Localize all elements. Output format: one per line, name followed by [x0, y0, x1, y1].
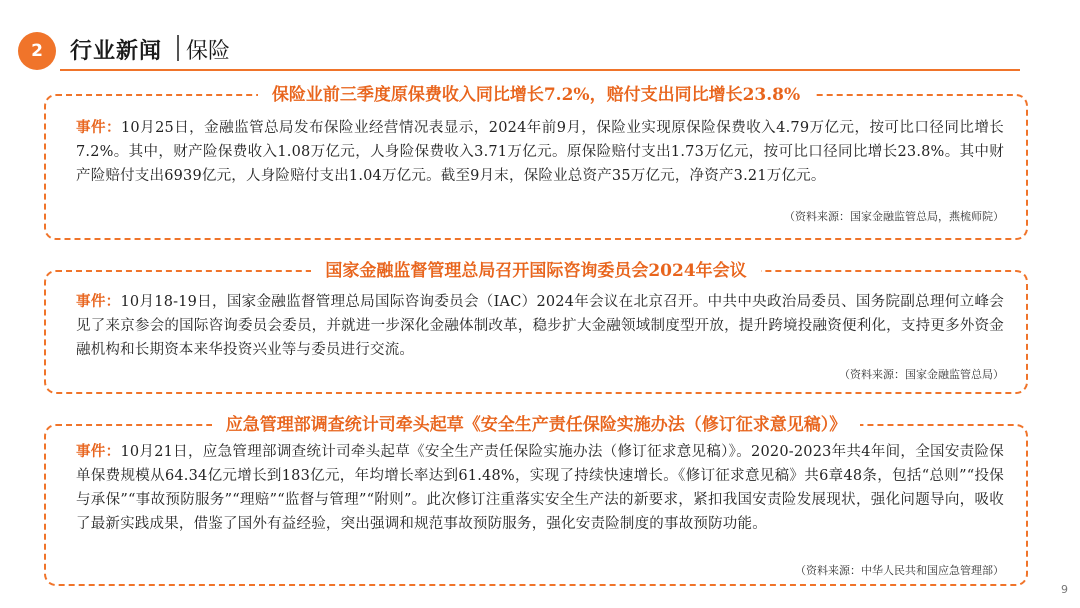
news-title-text: 保险业前三季度原保费收入同比增长7.2%，赔付支出同比增长23.8% — [258, 82, 814, 108]
news-card-2 — [44, 261, 1028, 394]
title-divider — [177, 35, 179, 61]
slide-header — [0, 0, 1080, 78]
section-number-badge: 2 — [18, 32, 56, 70]
news-body-text: 10月18-19日，国家金融监督管理总局国际咨询委员会（IAC）2024年会议在北京召开。中共中央政治局委员、国务院副总理何立峰会见了来京参会的国际咨询委员会委员，并就进一步深化金融体制改革，稳步扩大金融领域制度型开放，提升跨境投融资便利化，支持更多外资金融机构和长期资本来华投资兴业等与委员进行交流。 — [76, 294, 1004, 358]
event-label: 事件： — [76, 293, 121, 310]
event-label: 事件： — [76, 119, 121, 136]
news-body-text: 10月21日，应急管理部调查统计司牵头起草《安全生产责任保险实施办法（修订征求意见稿）》。2020-2023年共4年间，全国安责险保单保费规模从64.34亿元增长到183亿元，年均增长率达到61.48%，实现了持续快速增长。《修订征求意见稿》共6章48条，包括“总则”“投保与承保”“事故预防服务”“理赔”“监督与管理”“附则”。此次修订注重落实安全生产法的新要求，紧扣我国安责险发展现状，强化问题导向，吸收了最新实践成果，借鉴了国外有益经验，突出强调和规范事故预防服务，强化安责险制度的事故预防功能。 — [76, 444, 1004, 532]
page-title: 行业新闻 — [70, 38, 163, 64]
news-card-3 — [44, 415, 1028, 586]
news-card-body — [76, 116, 1004, 188]
news-title-text: 国家金融监督管理总局召开国际咨询委员会2024年会议 — [311, 258, 760, 284]
page-subtitle: 保险 — [186, 39, 231, 64]
page-number: 9 — [1061, 583, 1068, 596]
news-card-1 — [44, 85, 1028, 240]
news-title-text: 应急管理部调查统计司牵头起草《安全生产责任保险实施办法（修订征求意见稿）》 — [212, 412, 861, 438]
news-card-title — [46, 82, 1026, 108]
news-card-title — [46, 258, 1026, 284]
news-source: （资料来源：国家金融监管总局） — [839, 368, 1004, 381]
news-card-body — [76, 290, 1004, 362]
news-body-text: 10月25日，金融监管总局发布保险业经营情况表显示，2024年前9月，保险业实现原保险保费收入4.79万亿元，按可比口径同比增长7.2%。其中，财产险保费收入1.08万亿元，人身险保费收入3.71万亿元。原保险赔付支出1.73万亿元，按可比口径同比增长23.8%。其中财产险赔付支出6939亿元，人身险赔付支出1.04万亿元。截至9月末，保险业总资产35万亿元，净资产3.21万亿元。 — [76, 120, 1005, 184]
news-source: （资料来源：中华人民共和国应急管理部） — [795, 564, 1004, 577]
news-source: （资料来源：国家金融监管总局，燕梳师院） — [784, 210, 1004, 223]
news-card-title — [46, 412, 1026, 438]
header-underline — [60, 69, 1020, 71]
event-label: 事件： — [76, 443, 121, 460]
news-card-body — [76, 440, 1004, 536]
